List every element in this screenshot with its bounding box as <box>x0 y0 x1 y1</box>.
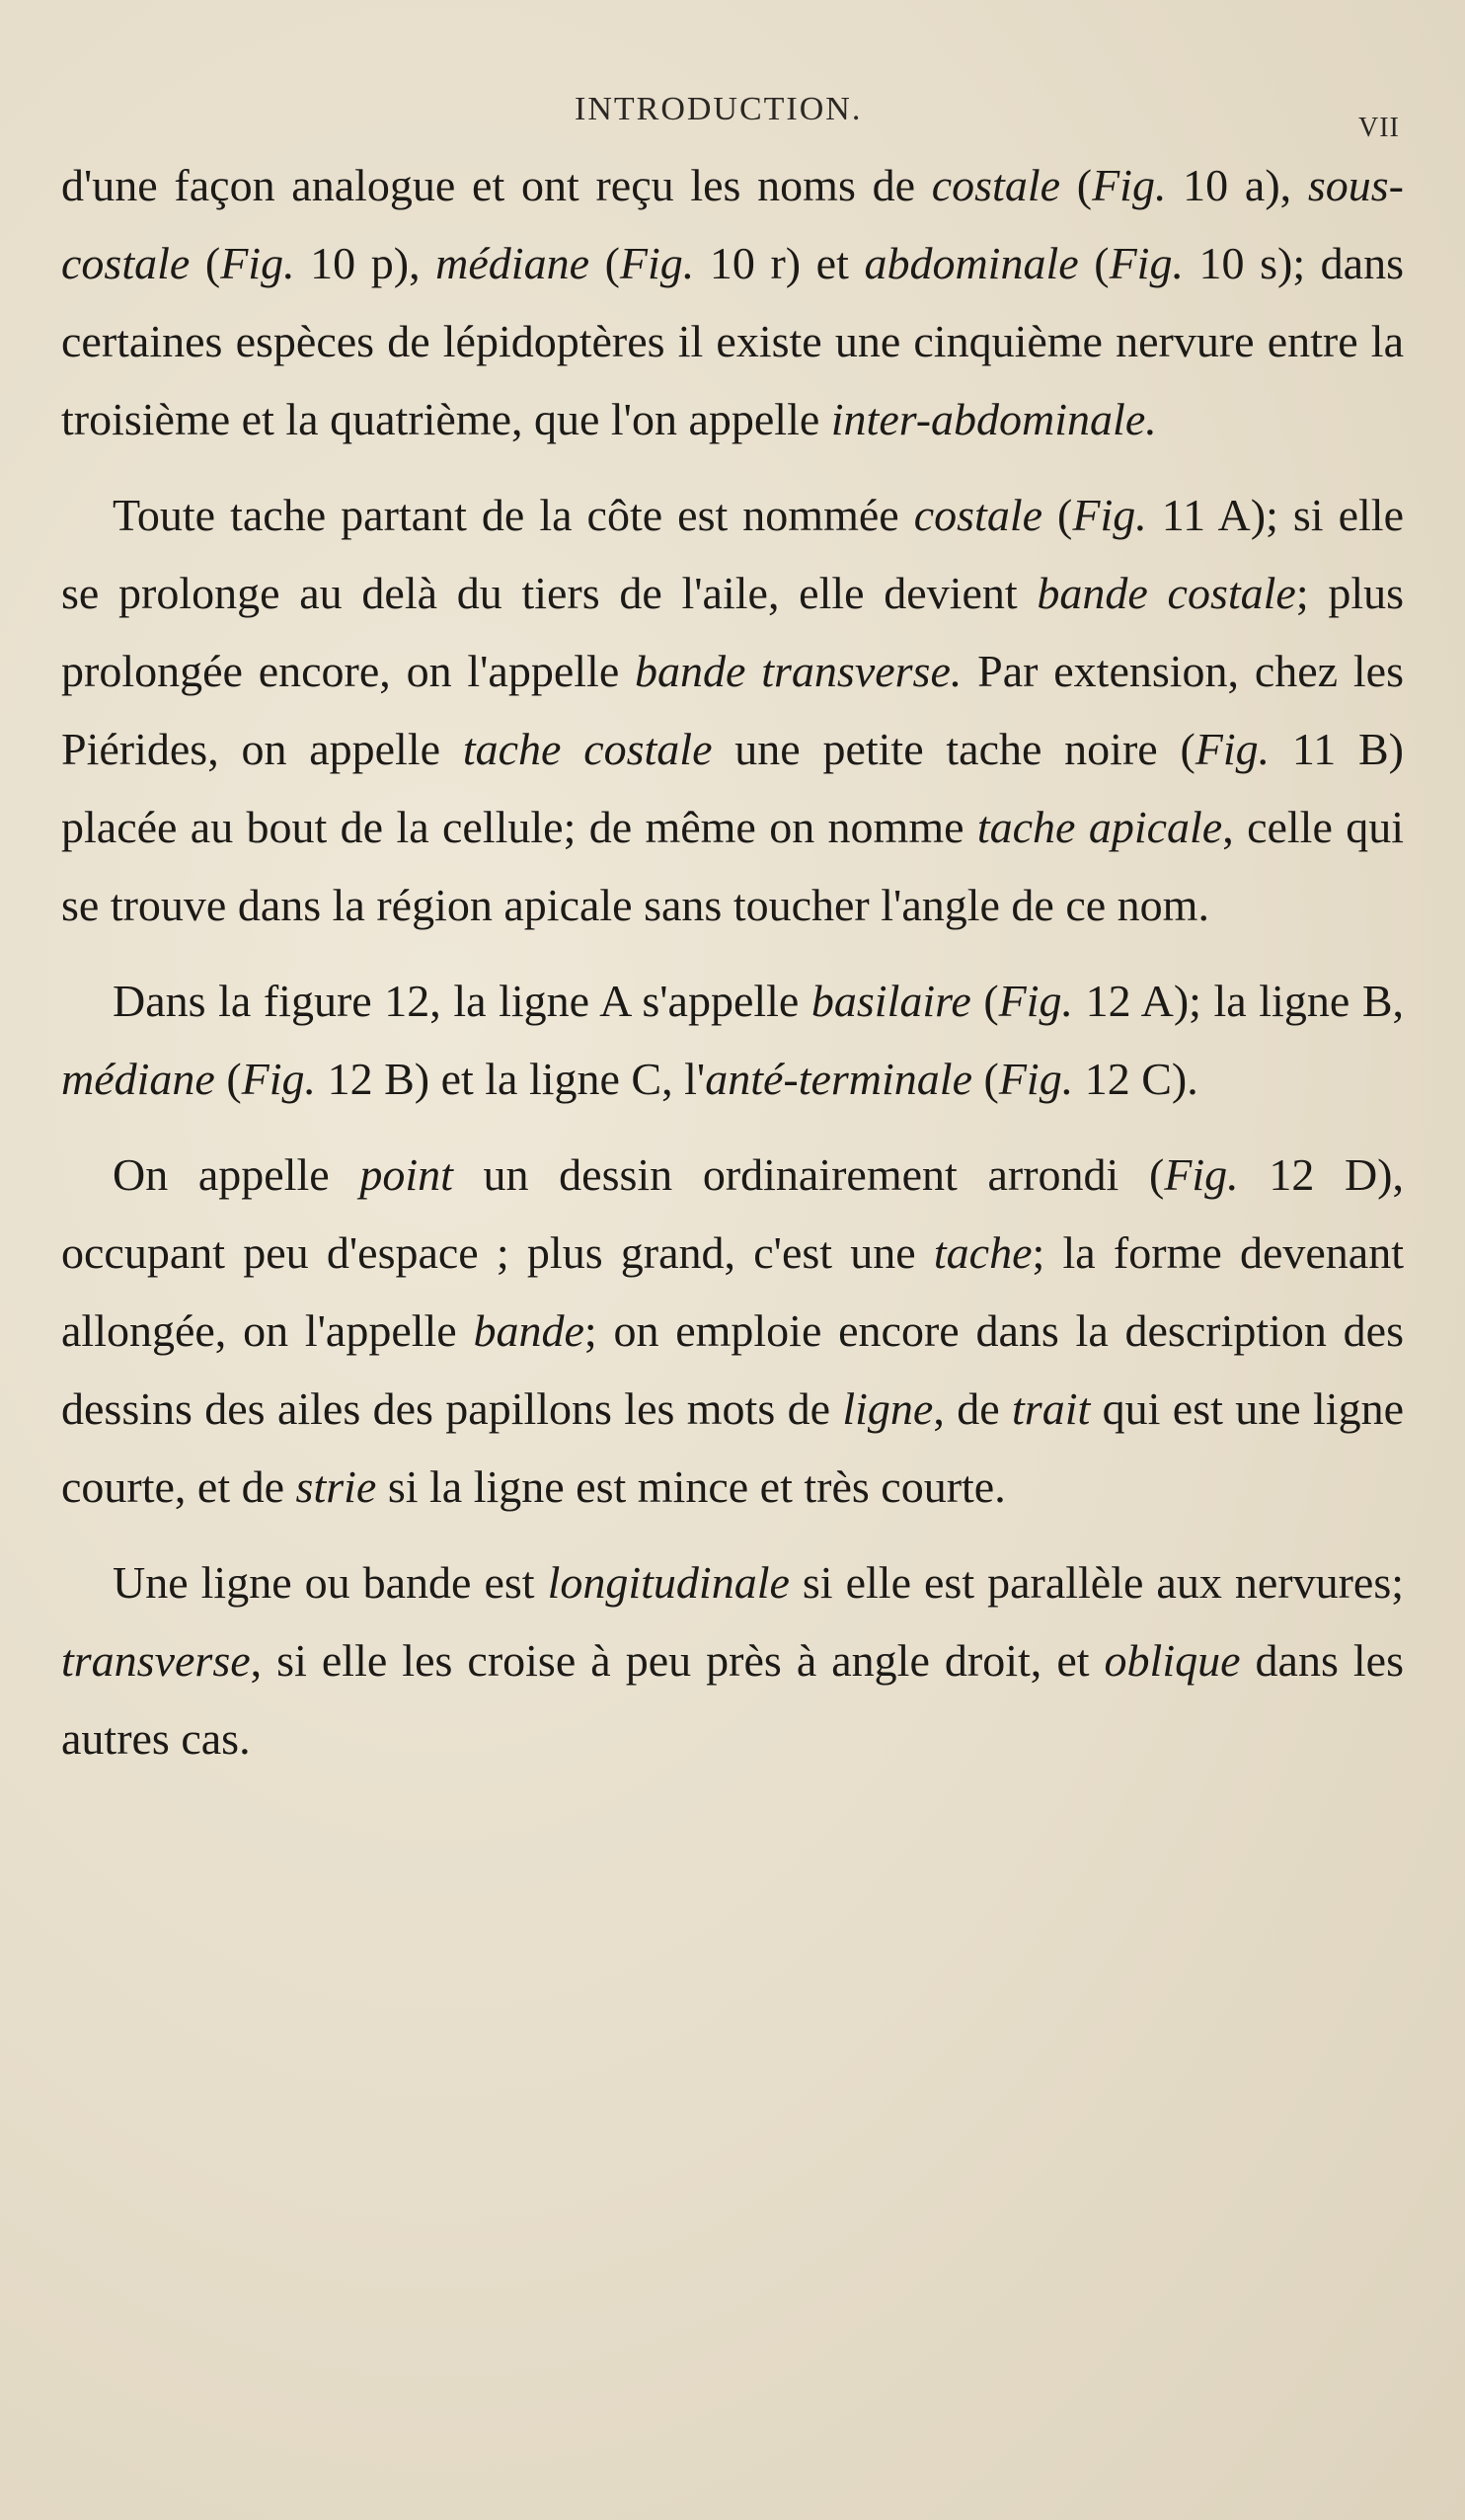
italic-term: strie <box>295 1461 377 1512</box>
italic-term: Fig. <box>1072 490 1147 540</box>
italic-term: Fig. <box>998 976 1074 1026</box>
text-run: qui est une ligne courte, et de <box>61 1383 1404 1512</box>
text-run: Une ligne ou bande est <box>113 1557 548 1608</box>
text-run: une petite tache noire ( <box>712 724 1195 774</box>
italic-term: trait <box>1012 1383 1091 1434</box>
paragraph-point-tache-bande <box>61 1136 1404 1526</box>
italic-term: médiane <box>435 238 589 288</box>
italic-term: Fig. <box>241 1054 317 1104</box>
text-run: 12 B) et la ligne C, l' <box>316 1054 706 1104</box>
text-run: ( <box>214 1054 242 1104</box>
italic-term: ligne <box>842 1383 934 1434</box>
text-run: ; plus prolongée encore, on l'appelle <box>61 568 1405 696</box>
italic-term: tache costale <box>462 724 713 774</box>
text-run: ( <box>970 976 999 1026</box>
italic-term: transverse <box>61 1635 251 1686</box>
text-run: 11 A); si elle se prolonge au delà du tiers de l'aile, elle devient <box>61 490 1404 618</box>
text-run: ( <box>1060 160 1093 210</box>
text-run: si elle est parallèle aux nervures; <box>789 1557 1405 1608</box>
text-run: 10 s); dans certaines espèces de lépidoptères il existe une cinquième nervure entre la troisième et la quatrième, que l'on appelle <box>61 238 1405 444</box>
text-run: 10 p), <box>294 238 436 288</box>
italic-term: Fig. <box>1195 724 1271 774</box>
text-run: 12 D), occupant peu d'espace ; plus grand, c'est une <box>61 1149 1404 1278</box>
paragraph-costale-spots <box>61 476 1404 944</box>
text-run: ( <box>1078 238 1110 288</box>
italic-term: Fig. <box>998 1054 1074 1104</box>
text-run: dans les autres cas. <box>61 1635 1404 1764</box>
text-run: d'une façon analogue et ont reçu les noms de <box>61 160 932 210</box>
paragraph-figure-12-lines <box>61 962 1404 1118</box>
italic-term: oblique <box>1104 1635 1241 1686</box>
text-run: , de <box>933 1383 1013 1434</box>
text-run: ( <box>1042 490 1073 540</box>
italic-term: basilaire <box>810 976 971 1026</box>
text-run: 10 a), <box>1166 160 1308 210</box>
text-run: 11 B) placée au bout de la cellule; de même on nomme <box>61 724 1404 852</box>
paragraph-line-orientation <box>61 1543 1404 1777</box>
paragraph-continuation <box>61 146 1404 458</box>
italic-term: anté-terminale <box>705 1054 972 1104</box>
italic-term: tache apicale <box>976 802 1223 852</box>
italic-term: Fig. <box>1109 238 1184 288</box>
text-run: ; la forme devenant allongée, on l'appelle <box>61 1227 1405 1356</box>
italic-term: inter-abdominale. <box>830 394 1157 444</box>
text-run: ( <box>190 238 221 288</box>
text-run: Par extension, chez les Piérides, on appelle <box>61 646 1404 774</box>
text-run: ( <box>589 238 620 288</box>
italic-term: Fig. <box>220 238 295 288</box>
page-number: VII <box>1358 113 1400 143</box>
italic-term: costale <box>931 160 1061 210</box>
italic-term: bande <box>473 1305 584 1356</box>
text-run: un dessin ordinairement arrondi ( <box>452 1149 1165 1200</box>
text-run: Toute tache partant de la côte est nommée <box>113 490 914 540</box>
body-text <box>61 146 1404 1795</box>
text-run: , si elle les croise à peu près à angle droit, et <box>250 1635 1105 1686</box>
italic-term: bande transverse. <box>635 646 963 696</box>
italic-term: Fig. <box>619 238 695 288</box>
text-run: , celle qui se trouve dans la région apicale sans toucher l'angle de ce nom. <box>61 802 1404 930</box>
italic-term: longitudinale <box>547 1557 790 1608</box>
italic-term: point <box>359 1149 453 1200</box>
page-header <box>0 91 1465 143</box>
text-run: 10 r) et <box>694 238 865 288</box>
text-run: Dans la figure 12, la ligne A s'appelle <box>113 976 811 1026</box>
text-run: ; on emploie encore dans la description des dessins des ailes des papillons les mots de <box>61 1305 1404 1434</box>
text-run: On appelle <box>113 1149 360 1200</box>
text-run: ( <box>972 1054 999 1104</box>
text-run: 12 A); la ligne B, <box>1073 976 1405 1026</box>
italic-term: médiane <box>61 1054 215 1104</box>
italic-term: sous-costale <box>61 160 1404 288</box>
italic-term: bande costale <box>1037 568 1296 618</box>
italic-term: tache <box>933 1227 1033 1278</box>
italic-term: costale <box>913 490 1043 540</box>
text-run: si la ligne est mince et très courte. <box>376 1461 1006 1512</box>
italic-term: abdominale <box>864 238 1079 288</box>
text-run: 12 C). <box>1073 1054 1198 1104</box>
italic-term: Fig. <box>1092 160 1167 210</box>
italic-term: Fig. <box>1164 1149 1239 1200</box>
running-title: INTRODUCTION. <box>575 91 863 127</box>
